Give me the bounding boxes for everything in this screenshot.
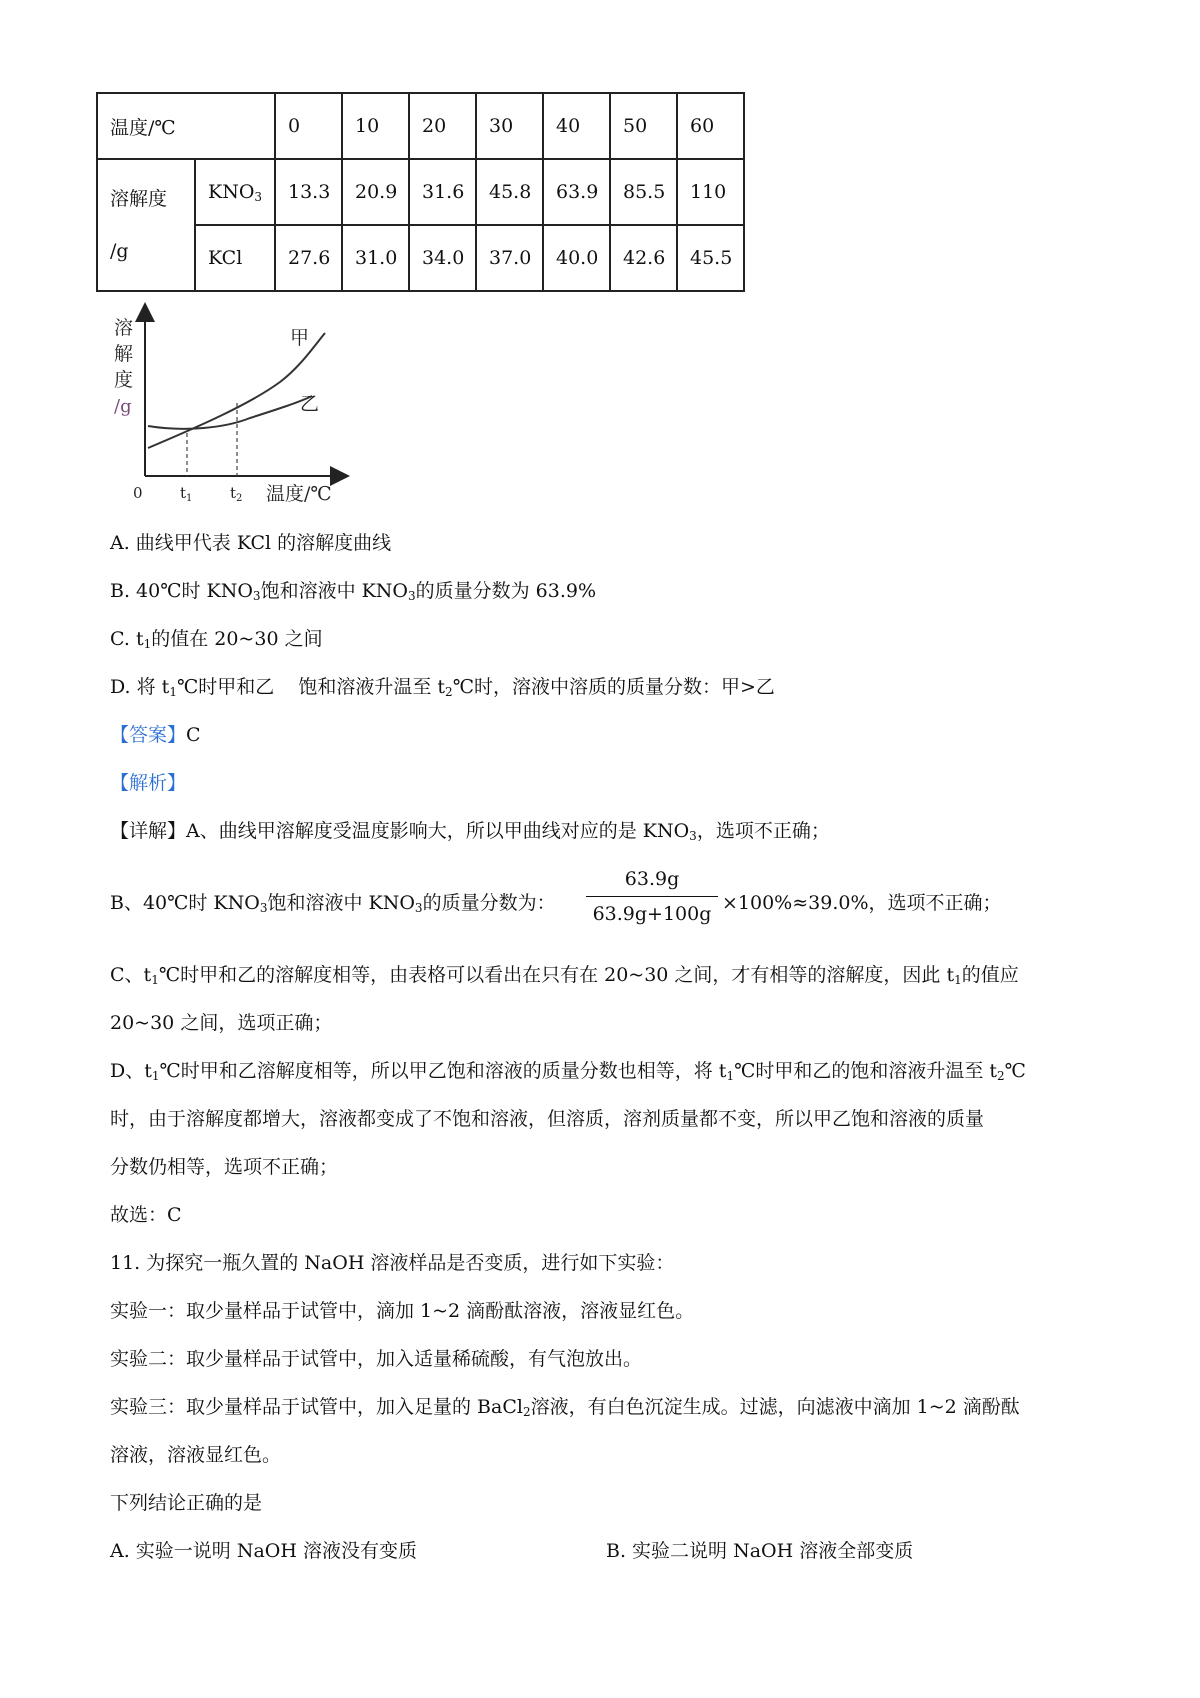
analysis-label: 【解析】 [110, 772, 187, 794]
table-cell: 85.5 [610, 159, 677, 225]
y-label-char: 溶 [114, 317, 134, 339]
detail-d-line2: 时，由于溶解度都增大，溶液都变成了不饱和溶液，但溶质，溶剂质量都不变，所以甲乙饱和溶液的质量 [110, 1108, 985, 1130]
table-cell: 60 [677, 93, 744, 159]
y-unit: /g [114, 396, 132, 417]
solubility-unit: /g [110, 240, 129, 262]
table-cell: 0 [275, 93, 342, 159]
table-cell: 20.9 [342, 159, 409, 225]
fraction-numerator: 63.9g [586, 862, 718, 897]
detail-b: B、40℃时 $KNO_3$饱和溶液中 $KNO_3$的质量分数为： [110, 892, 556, 915]
table-cell: 34.0 [409, 225, 476, 291]
fraction-denominator: 63.9g+100g [592, 903, 712, 925]
option-a: A. 曲线甲代表 KCl 的溶解度曲线 [110, 532, 392, 554]
curve-jia [148, 333, 325, 448]
table-cell: 27.6 [275, 225, 342, 291]
solubility-row-label [97, 159, 195, 291]
table-cell: 13.3 [275, 159, 342, 225]
solubility-table [96, 92, 745, 292]
q11-experiment-2: 实验二：取少量样品于试管中，加入适量稀硫酸，有气泡放出。 [110, 1348, 643, 1370]
table-cell: 40.0 [543, 225, 610, 291]
table-cell: 42.6 [610, 225, 677, 291]
detail-c-line2: 20~30 之间，选项正确； [110, 1012, 333, 1034]
table-cell: 45.8 [476, 159, 543, 225]
x-axis-label: 温度/℃ [266, 483, 332, 505]
table-row [97, 225, 744, 291]
choose-line: 故选：C [110, 1204, 182, 1226]
t2-label: $t_2$ [230, 484, 243, 504]
curve-yi [148, 396, 312, 429]
solubility-curve-graph [100, 300, 360, 510]
table-cell: 37.0 [476, 225, 543, 291]
table-row [97, 159, 744, 225]
table-cell: 31.0 [342, 225, 409, 291]
table-cell: 45.5 [677, 225, 744, 291]
mass-fraction-formula [586, 862, 718, 931]
curve-label-yi: 乙 [300, 393, 320, 415]
y-label-char: 度 [114, 369, 134, 391]
q11-option-a: A. 实验一说明 NaOH 溶液没有变质 [110, 1540, 417, 1562]
detail-a: 【详解】A、曲线甲溶解度受温度影响大，所以甲曲线对应的是 $KNO_3$，选项不正确； [110, 820, 830, 843]
table-row [97, 93, 744, 159]
table-header-label: 温度/℃ [97, 93, 275, 159]
option-c: C. $t_1$的值在 20~30 之间 [110, 628, 323, 651]
substance-kno3: $KNO_3$ [195, 159, 275, 225]
detail-b-result: ×100%≈39.0%，选项不正确； [722, 892, 1002, 914]
t1-label: $t_1$ [180, 484, 193, 504]
answer-line [110, 720, 201, 747]
q11-option-b: B. 实验二说明 NaOH 溶液全部变质 [606, 1540, 914, 1562]
q11-experiment-1: 实验一：取少量样品于试管中，滴加 1~2 滴酚酞溶液，溶液显红色。 [110, 1300, 695, 1322]
detail-c-line1: C、$t_1℃$时甲和乙的溶解度相等，由表格可以看出在只有在 20~30 之间，才有相等的溶解度，因此 $t_1$的值应 [110, 964, 1019, 987]
q11-experiment-3-line1: 实验三：取少量样品于试管中，加入足量的 BaCl$_2$溶液，有白色沉淀生成。过滤，向滤液中滴加 1~2 滴酚酞 [110, 1396, 1020, 1419]
detail-d-line1: D、$t_1℃$时甲和乙溶解度相等，所以甲乙饱和溶液的质量分数也相等，将 $t_1℃$时甲和乙的饱和溶液升温至 $t_2℃$ [110, 1060, 1026, 1083]
table-cell: 50 [610, 93, 677, 159]
origin-label: 0 [133, 484, 143, 502]
q11-experiment-3-line2: 溶液，溶液显红色。 [110, 1444, 282, 1466]
table-cell: 40 [543, 93, 610, 159]
solubility-label: 溶解度 [110, 188, 168, 210]
table-cell: 110 [677, 159, 744, 225]
q11-prompt: 下列结论正确的是 [110, 1492, 263, 1514]
option-d: D. 将 $t_1℃$时甲和乙 饱和溶液升温至 $t_2℃$时，溶液中溶质的质量分数：甲>乙 [110, 676, 775, 699]
answer-value: C [186, 724, 201, 746]
table-cell: 10 [342, 93, 409, 159]
table-cell: 31.6 [409, 159, 476, 225]
table-cell: 63.9 [543, 159, 610, 225]
substance-kcl: KCl [195, 225, 275, 291]
option-b: B. 40℃时 $KNO_3$饱和溶液中 $KNO_3$的质量分数为 63.9% [110, 580, 597, 603]
detail-d-line3: 分数仍相等，选项不正确； [110, 1156, 339, 1178]
curve-label-jia: 甲 [290, 327, 310, 349]
answer-label: 【答案】 [110, 724, 187, 746]
table-cell: 30 [476, 93, 543, 159]
q11-stem: 11. 为探究一瓶久置的 NaOH 溶液样品是否变质，进行如下实验： [110, 1252, 675, 1274]
table-cell: 20 [409, 93, 476, 159]
y-label-char: 解 [114, 343, 134, 365]
